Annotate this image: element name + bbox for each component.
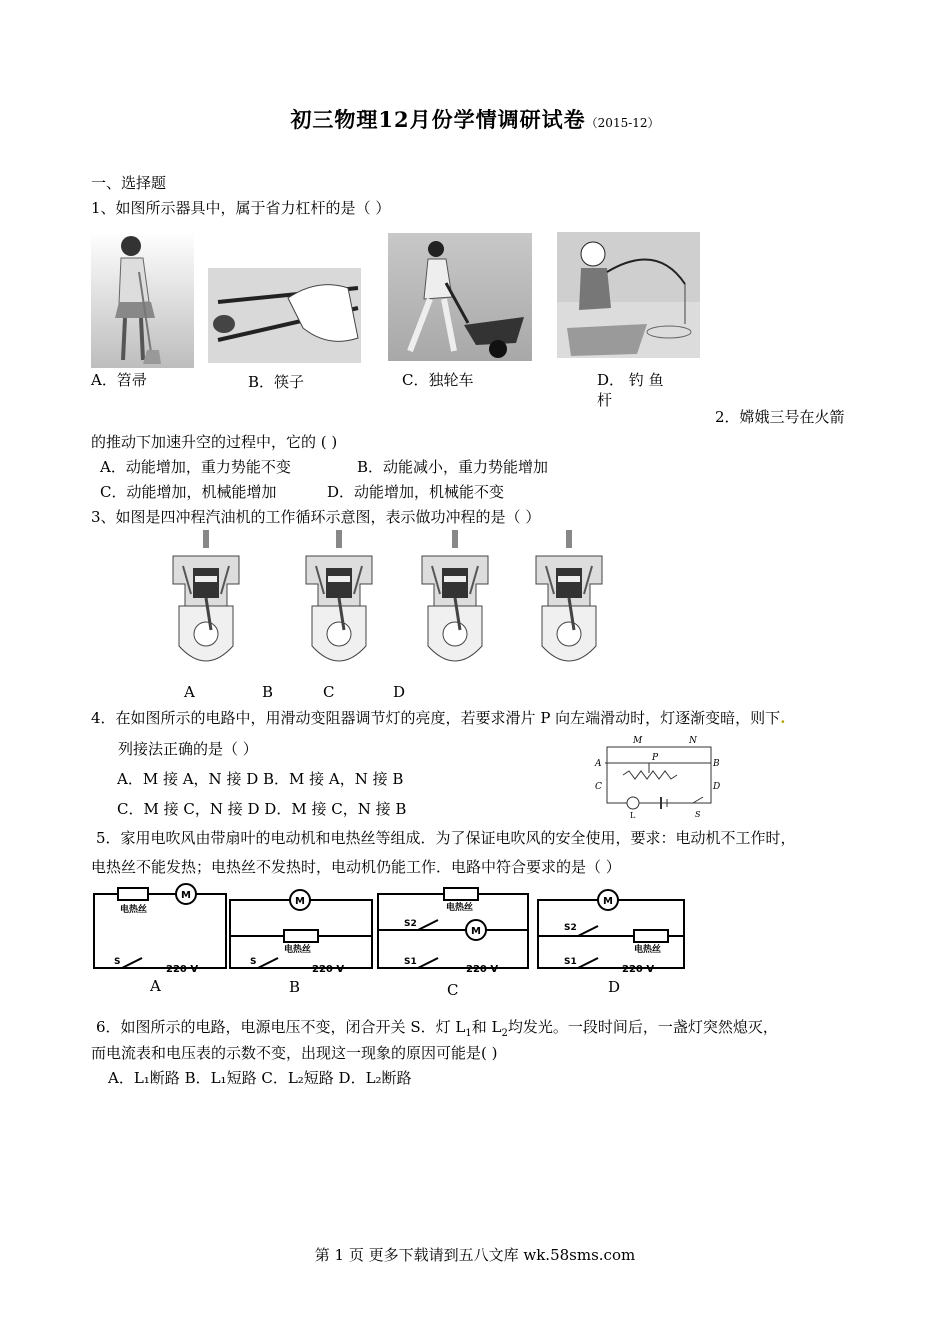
q4-stem-text: 4．在如图所示的电路中，用滑动变阻器调节灯的亮度，若要求滑片 P 向左端滑动时，灯逐渐变暗，则下 — [91, 709, 781, 727]
d-voltage-label: 220 V — [622, 964, 655, 975]
d-s2-label: S2 — [564, 923, 577, 933]
c-s2-label: S2 — [404, 919, 417, 929]
terminal-m: M — [633, 736, 643, 746]
c-voltage-label: 220 V — [466, 964, 499, 975]
q2-option-b: B．动能减小，重力势能增加 — [357, 458, 549, 476]
q2-stem-a: 2．嫦娥三号在火箭 — [715, 408, 845, 426]
q1-option-c: C．独轮车 — [402, 371, 474, 389]
b-voltage-label: 220 V — [312, 964, 345, 975]
hairdryer-circuits — [88, 880, 688, 976]
wheelbarrow-image — [388, 233, 532, 361]
q1-option-d-cont: 杆 — [597, 391, 613, 409]
q2-option-c: C．动能增加，机械能增加 — [100, 483, 277, 501]
terminal-b: B — [713, 759, 720, 769]
engine-label-b: B — [262, 683, 274, 701]
q4-dot: . — [780, 709, 786, 727]
title-date: （2015-12） — [585, 116, 660, 130]
q4-stem2: 列接法正确的是（ ） — [118, 740, 258, 758]
c-motor-label: M — [471, 926, 481, 937]
a-motor-label: M — [181, 890, 191, 901]
q2-stem-b: 的推动下加速升空的过程中，它的 ( ) — [91, 433, 338, 451]
engine-diagrams — [160, 526, 630, 676]
b-switch-label: S — [250, 957, 257, 967]
b-motor-label: M — [295, 896, 305, 907]
engine-label-d: D — [393, 683, 406, 701]
rheostat-circuit — [575, 733, 733, 819]
title-text: 初三物理12月份学情调研试卷 — [290, 107, 586, 132]
broom-figure — [91, 232, 194, 368]
a-heater-label: 电热丝 — [120, 905, 148, 915]
page-title — [0, 104, 950, 134]
a-switch-label: S — [114, 957, 121, 967]
q6-options: A．L₁断路 B．L₁短路 C．L₂短路 D．L₂断路 — [108, 1069, 412, 1087]
circuit-label-c: C — [447, 981, 459, 999]
engine-label-a: A — [184, 683, 195, 701]
broom-image — [91, 232, 194, 368]
slider-p: P — [652, 753, 659, 763]
lamp-l: L — [630, 811, 636, 819]
switch-s: S — [695, 810, 701, 819]
circuit-label-b: B — [289, 978, 301, 996]
d-motor-label: M — [603, 896, 613, 907]
engine-d — [536, 530, 602, 661]
circuit-label-a: A — [150, 977, 161, 995]
q3-stem: 3、如图是四冲程汽油机的工作循环示意图，表示做功冲程的是（ ） — [91, 508, 541, 526]
c-heater-label: 电热丝 — [446, 903, 474, 913]
q2-option-a: A．动能增加，重力势能不变 — [100, 458, 291, 476]
q1-stem: 1、如图所示器具中，属于省力杠杆的是（ ） — [91, 199, 391, 217]
engine-c — [422, 530, 488, 661]
d-s1-label: S1 — [564, 957, 577, 967]
q6-stem-post: 均发光。一段时间后，一盏灯突然熄灭， — [507, 1018, 778, 1036]
q6-stem-mid: 和 L — [471, 1018, 502, 1036]
circuit-label-d: D — [608, 978, 621, 996]
terminal-a: A — [595, 759, 602, 769]
q4-options-ab: A．M 接 A，N 接 D B．M 接 A，N 接 B — [117, 770, 404, 788]
q5-stem: 5．家用电吹风由带扇叶的电动机和电热丝等组成．为了保证电吹风的安全使用，要求：电动机不工作时， — [96, 829, 796, 847]
b-heater-label: 电热丝 — [284, 945, 312, 955]
a-voltage-label: 220 V — [166, 964, 199, 975]
terminal-d: D — [713, 782, 721, 792]
q1-option-b: B．筷子 — [248, 373, 305, 391]
page-footer: 第 1 页 更多下载请到五八文库 wk.58sms.com — [314, 1246, 636, 1264]
q6-stem-pre: 6．如图所示的电路，电源电压不变，闭合开关 S．灯 L — [96, 1018, 466, 1036]
terminal-c: C — [595, 782, 602, 792]
fishing-figure — [557, 232, 700, 358]
q6-stem: 6．如图所示的电路，电源电压不变，闭合开关 S．灯 $L_1$和 $L_2$均发光。一段时间后，一盏灯突然熄灭， — [96, 1018, 778, 1039]
engine-label-c: C — [323, 683, 335, 701]
chopsticks-image — [208, 268, 361, 363]
q5-stem2: 电热丝不能发热；电热丝不发热时，电动机仍能工作．电路中符合要求的是（ ） — [91, 858, 621, 876]
engine-b — [306, 530, 372, 661]
q2-option-d: D．动能增加，机械能不变 — [327, 483, 505, 501]
q6-stem2: 而电流表和电压表的示数不变，出现这一现象的原因可能是( ) — [91, 1044, 498, 1062]
d-heater-label: 电热丝 — [634, 945, 662, 955]
wheelbarrow-figure — [388, 233, 532, 361]
q4-options-cd: C．M 接 C，N 接 D D．M 接 C，N 接 B — [117, 800, 407, 818]
engine-a — [173, 530, 239, 661]
chopsticks-figure — [208, 268, 361, 363]
section-heading: 一、选择题 — [91, 174, 167, 192]
q1-option-d: D． 钓 鱼 — [597, 371, 664, 389]
terminal-n: N — [689, 736, 697, 746]
c-s1-label: S1 — [404, 957, 417, 967]
q4-stem — [91, 707, 785, 728]
fishing-rod-image — [557, 232, 700, 358]
q1-option-a: A．笤帚 — [91, 371, 147, 389]
